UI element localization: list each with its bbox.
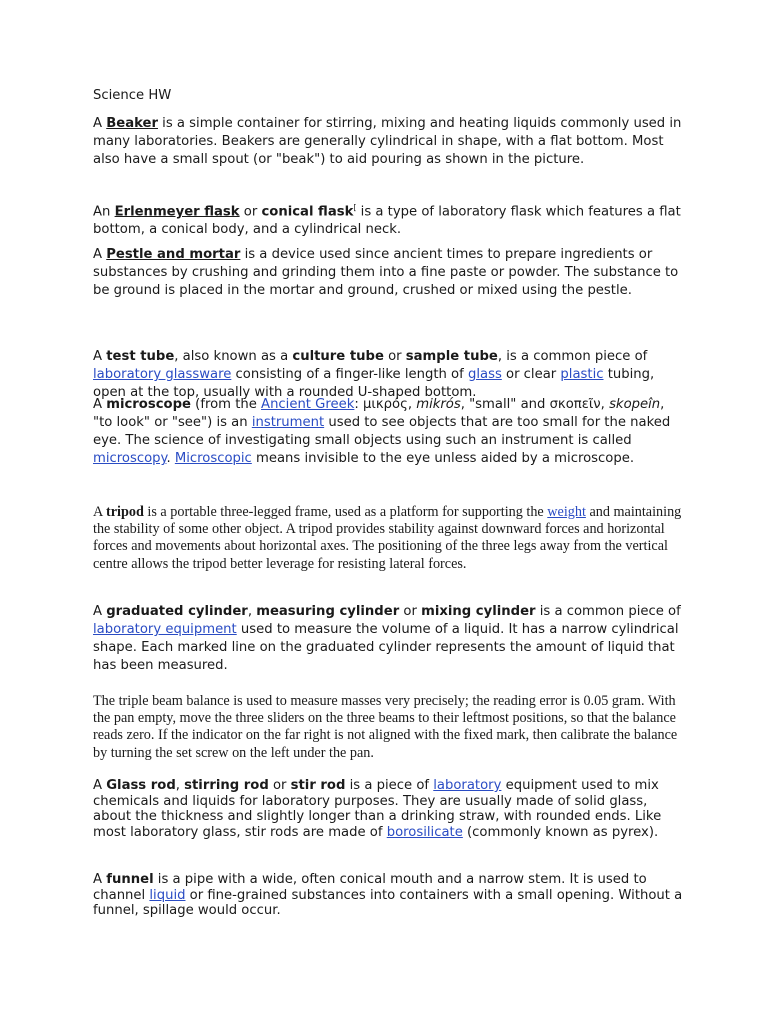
paragraph-pestle: A Pestle and mortar is a device used since ancient times to prepare ingredients or substances by crushing and grinding them into a fine paste or powder. The substance to be ground is placed in the mortar and ground, crushed or mixed using the pestle. [93,247,679,298]
paragraph-test-tube: A test tube, also known as a culture tube or sample tube, is a common piece of laboratory glassware consisting of a finger-like length of glass or clear plastic tubing, open at the top, usually with a rounded U-shaped bottom. [93,349,655,400]
link-liquid[interactable]: liquid [149,887,186,903]
term-test-tube: test tube [106,349,175,364]
term-erlenmeyer-flask: Erlenmeyer flask [114,204,240,220]
term-stir-rod: stir rod [290,778,346,793]
paragraph-triple-beam-balance: The triple beam balance is used to measure masses very precisely; the reading error is 0.05 gram. With the pan empty, move the three sliders on the three beams to their leftmost positions, so that the balance reads zero. If the indicator on the far right is not aligned with the fixed mark, then calibrate the balance by turning the set screw on the left under the pan. [93,693,678,761]
greek-skopein: skopeîn [609,397,661,412]
paragraph-glass-rod: A Glass rod, stirring rod or stir rod is a piece of laboratory equipment used to mix chemicals and liquids for laboratory purposes. They are usually made of solid glass, about the thickness and slightly longer than a drinking straw, with rounded ends. Like most laboratory glass, stir rods are made of borosilicate (commonly known as pyrex). [93,778,662,840]
term-sample-tube: sample tube [405,349,498,364]
paragraph-erlenmeyer: An Erlenmeyer flask or conical flask[ is a type of laboratory flask which features a flat bottom, a conical body, and a cylindrical neck. [93,203,681,238]
term-measuring-cylinder: measuring cylinder [256,604,400,619]
term-stirring-rod: stirring rod [184,778,269,793]
term-funnel: funnel [106,872,154,887]
paragraph-microscope: A microscope (from the Ancient Greek: μικρός, mikrós, "small" and σκοπεῖν, skopeîn, "to look" or "see") is an instrument used to see objects that are too small for the naked eye. The science of investigating small objects using such an instrument is called microscopy. Microscopic means invisible to the eye unless aided by a microscope. [93,397,671,466]
footnote-marker: [ [353,203,357,212]
link-microscopy[interactable]: microscopy [93,451,167,466]
link-microscopic[interactable]: Microscopic [174,451,252,466]
term-glass-rod: Glass rod [106,778,176,793]
term-mixing-cylinder: mixing cylinder [421,604,536,619]
link-laboratory-glassware[interactable]: laboratory glassware [93,367,232,382]
paragraph-graduated-cylinder: A graduated cylinder, measuring cylinder or mixing cylinder is a common piece of laboratory equipment used to measure the volume of a liquid. It has a narrow cylindrical shape. Each marked line on the graduated cylinder represents the amount of liquid that has been measured. [93,604,681,673]
paragraph-funnel: A funnel is a pipe with a wide, often conical mouth and a narrow stem. It is used to channel liquid or fine-grained substances into containers with a small opening. Without a funnel, spillage would occur. [93,872,683,918]
link-instrument[interactable]: instrument [251,415,325,430]
term-microscope: microscope [106,397,191,412]
term-pestle-and-mortar: Pestle and mortar [106,247,241,262]
link-weight[interactable]: weight [547,504,586,520]
term-graduated-cylinder: graduated cylinder [106,604,248,619]
term-beaker: Beaker [106,116,158,131]
paragraph-tripod: A tripod is a portable three-legged frame, used as a platform for supporting the weight and maintaining the stability of some other object. A tripod provides stability against downward forces and horizontal forces and movements about horizontal axes. The positioning of the three legs away from the vertical centre allows the tripod better leverage for resisting lateral forces. [93,504,682,572]
link-laboratory-equipment[interactable]: laboratory equipment [93,622,237,637]
paragraph-beaker: A Beaker is a simple container for stirring, mixing and heating liquids commonly used in many laboratories. Beakers are generally cylindrical in shape, with a flat bottom. Most also have a small spout (or "beak") to aid pouring as shown in the picture. [93,116,682,167]
greek-mikros: mikrós [416,397,461,412]
term-culture-tube: culture tube [292,349,384,364]
term-tripod: tripod [106,504,144,520]
link-laboratory[interactable]: laboratory [433,778,502,793]
link-glass[interactable]: glass [467,367,502,382]
link-borosilicate[interactable]: borosilicate [386,824,463,840]
term-conical-flask: conical flask [261,204,354,220]
link-ancient-greek[interactable]: Ancient Greek [261,397,355,412]
link-plastic[interactable]: plastic [560,367,604,382]
page-title: Science HW [93,88,172,103]
